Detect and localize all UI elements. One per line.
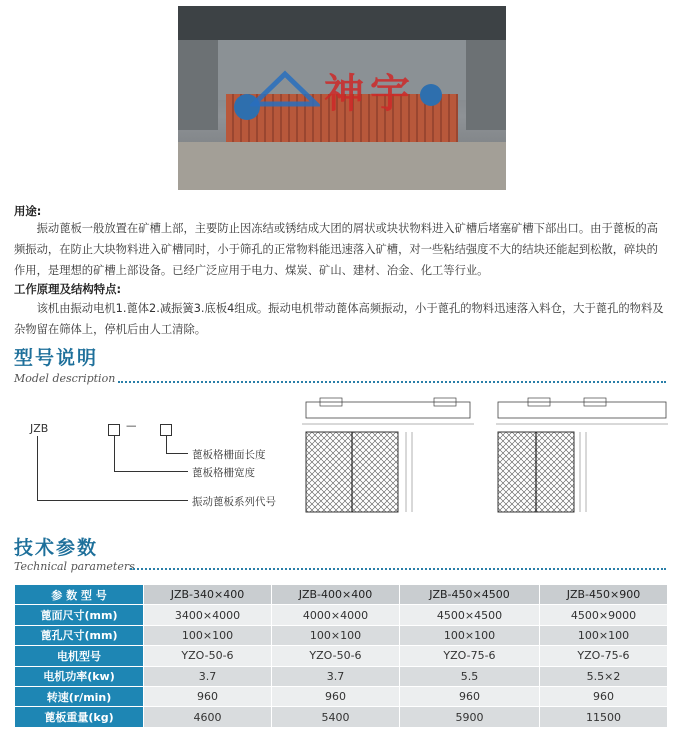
connector-3-h	[37, 500, 188, 501]
model-label-series: 振动蓖板系列代号	[192, 496, 276, 508]
table-cell: 960	[144, 686, 272, 706]
table-cell: 4000×4000	[271, 605, 399, 625]
tech-section-divider	[130, 568, 666, 570]
table-cell: 100×100	[271, 625, 399, 645]
table-cell: 3.7	[271, 666, 399, 686]
table-row	[15, 625, 668, 645]
table-cell: 960	[399, 686, 539, 706]
usage-heading: 用途:	[14, 204, 42, 218]
connector-1-h	[166, 453, 188, 454]
row-label: 蓖面尺寸(mm)	[15, 605, 144, 625]
table-cell: 960	[271, 686, 399, 706]
table-cell: 11500	[539, 707, 667, 727]
technical-drawing-2	[494, 396, 670, 520]
model-section-subtitle: Model description	[14, 372, 116, 385]
model-label-length: 蓖板格栅面长度	[192, 449, 266, 461]
table-cell: 100×100	[539, 625, 667, 645]
principle-heading: 工作原理及结构特点:	[14, 282, 122, 296]
connector-2-v	[114, 436, 115, 472]
table-cell: 960	[539, 686, 667, 706]
photo-floor	[178, 142, 506, 190]
table-row	[15, 686, 668, 706]
usage-paragraph: 振动蓖板一般放置在矿槽上部，主要防止因冻结或锈结成大团的屑状或块状物料进入矿槽后堵塞矿槽下部出口。由于蓖板的高频振动，在防止大块物料进入矿槽同时，小于筛孔的正常物料能迅速落入矿槽，对一些粘结强度不大的结块还能起到松散，碎块的作用，是理想的矿槽上部设备。已经广泛应用于电力、煤炭、矿山、建材、冶金、化工等行业。	[14, 222, 658, 277]
table-cell: JZB-400×400	[271, 585, 399, 605]
table-row	[15, 585, 668, 605]
connector-3-v	[37, 436, 38, 501]
table-cell: 5900	[399, 707, 539, 727]
table-cell: 3400×4000	[144, 605, 272, 625]
row-label: 蓖孔尺寸(mm)	[15, 625, 144, 645]
model-box-1	[108, 424, 120, 436]
table-cell: YZO-50-6	[144, 646, 272, 666]
table-cell: 5400	[271, 707, 399, 727]
table-cell: 3.7	[144, 666, 272, 686]
table-cell: 4500×9000	[539, 605, 667, 625]
tech-section-subtitle: Technical parameters	[14, 560, 135, 573]
params-table	[14, 584, 668, 728]
table-cell: 4600	[144, 707, 272, 727]
table-cell: JZB-450×900	[539, 585, 667, 605]
row-label: 电机型号	[15, 646, 144, 666]
model-code: JZB	[30, 422, 49, 435]
model-box-2	[160, 424, 172, 436]
model-section-divider	[118, 381, 666, 383]
table-row	[15, 666, 668, 686]
photo-left-wall	[178, 40, 218, 130]
table-cell: JZB-450×4500	[399, 585, 539, 605]
table-cell: 5.5	[399, 666, 539, 686]
table-row	[15, 707, 668, 727]
connector-1-v	[166, 436, 167, 453]
photo-right-wall	[466, 40, 506, 130]
model-section-title: 型号说明	[14, 347, 99, 369]
watermark-text: 神宇	[324, 71, 416, 117]
technical-drawing-1	[300, 396, 476, 520]
table-cell: JZB-340×400	[144, 585, 272, 605]
table-row	[15, 605, 668, 625]
table-cell: YZO-75-6	[539, 646, 667, 666]
model-label-width: 蓖板格栅宽度	[192, 467, 255, 479]
table-cell: 5.5×2	[539, 666, 667, 686]
photo-motor-right	[420, 84, 442, 106]
table-row	[15, 646, 668, 666]
table-cell: YZO-50-6	[271, 646, 399, 666]
table-cell: 4500×4500	[399, 605, 539, 625]
principle-paragraph: 该机由振动电机1.蓖体2.减振簧3.底板4组成。振动电机带动蓖体高频振动，小于蓖孔的物料迅速落入料仓，大于蓖孔的物料及杂物留在筛体上，停机后由人工清除。	[14, 302, 664, 336]
connector-2-h	[114, 471, 188, 472]
row-label: 蓖板重量(kg)	[15, 707, 144, 727]
row-label: 电机功率(kw)	[15, 666, 144, 686]
table-cell: 100×100	[144, 625, 272, 645]
photo-roof	[178, 6, 506, 40]
product-photo	[178, 6, 506, 190]
logo-icon	[250, 70, 320, 110]
table-cell: YZO-75-6	[399, 646, 539, 666]
model-dash: —	[126, 420, 137, 432]
table-cell: 100×100	[399, 625, 539, 645]
row-label: 参 数 型 号	[15, 585, 144, 605]
row-label: 转速(r/min)	[15, 686, 144, 706]
tech-section-title: 技术参数	[14, 537, 99, 559]
